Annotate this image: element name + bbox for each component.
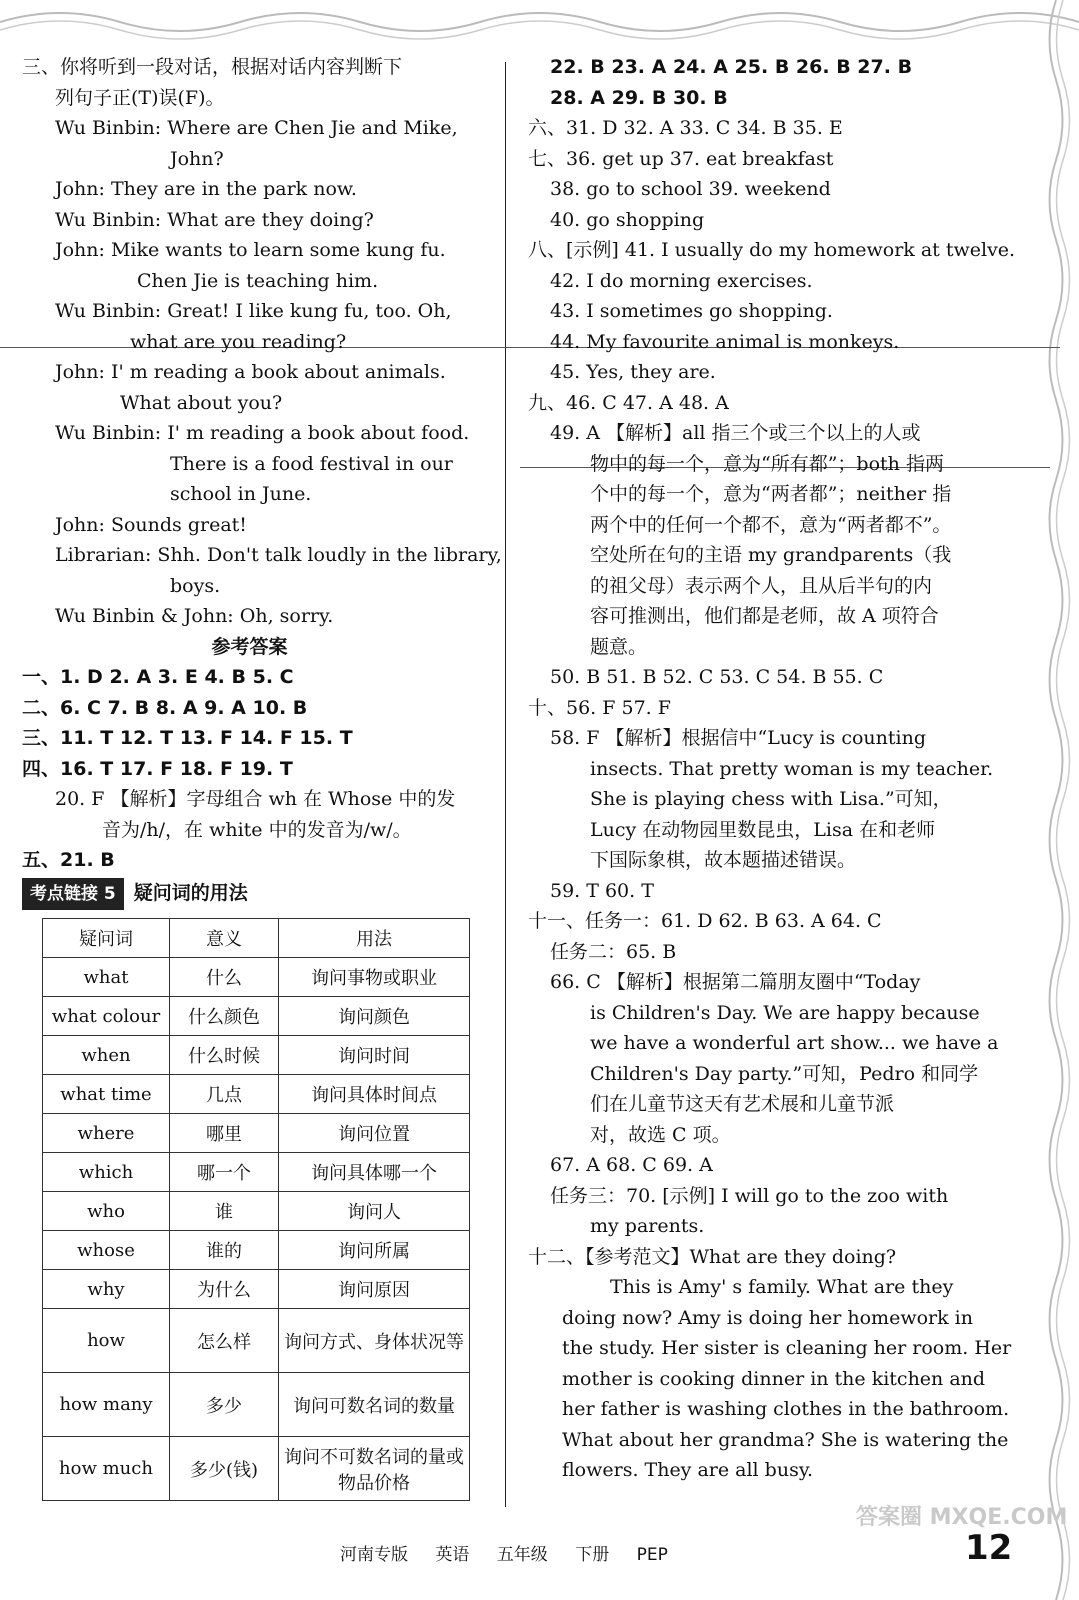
footer-grade: 五年级	[496, 1545, 548, 1565]
answer-line: 十、56. F 57. F	[528, 696, 671, 719]
answer-line: Lucy 在动物园里数昆虫，Lisa 在和老师	[590, 818, 936, 841]
dialogue-line: school in June.	[170, 483, 312, 505]
table-cell: 哪一个	[170, 1153, 279, 1192]
table-cell: where	[43, 1114, 170, 1153]
table-header-cell: 疑问词	[43, 919, 170, 958]
table-cell: 询问不可数名词的量或物品价格	[279, 1437, 470, 1501]
table-cell: 询问具体时间点	[279, 1075, 470, 1114]
table-cell: 几点	[170, 1075, 279, 1114]
watermark: 答案圈 MXQE.COM	[856, 1505, 1068, 1530]
answer-line: 九、46. C 47. A 48. A	[528, 391, 729, 414]
answer-line: 50. B 51. B 52. C 53. C 54. B 55. C	[550, 666, 884, 688]
answer-line: 下国际象棋，故本题描述错误。	[590, 849, 857, 871]
answer-line: the study. Her sister is cleaning her room. Her	[562, 1337, 1012, 1359]
answer-line: 42. I do morning exercises.	[550, 269, 813, 292]
table-row	[43, 1231, 470, 1270]
table-row	[43, 1270, 470, 1309]
answer-row: 五、21. B	[22, 849, 115, 871]
dialogue-line: boys.	[170, 574, 221, 597]
answer-line: 们在儿童节这天有艺术展和儿童节派	[590, 1093, 895, 1115]
dialogue-line: John: I' m reading a book about animals.	[55, 361, 446, 383]
table-row	[43, 1373, 470, 1437]
answer-line: insects. That pretty woman is my teacher.	[590, 757, 994, 780]
answer-line: She is playing chess with Lisa.”可知，	[590, 788, 952, 810]
table-row	[43, 958, 470, 997]
answer-row: 三、11. T 12. T 13. F 14. F 15. T	[22, 727, 353, 749]
left-column	[22, 52, 502, 910]
decorative-right-border	[1041, 0, 1071, 1600]
answer-line: 任务三：70. [示例] I will go to the zoo with	[550, 1184, 949, 1207]
table-cell: which	[43, 1153, 170, 1192]
answer-line: 物中的每一个，意为“所有都”；both 指两	[590, 452, 944, 475]
footer-subject: 英语	[435, 1545, 470, 1565]
table-cell: 询问颜色	[279, 997, 470, 1036]
dialogue-line: John: They are in the park now.	[55, 178, 357, 200]
table-cell: 怎么样	[170, 1309, 279, 1373]
answer-line: 40. go shopping	[550, 208, 705, 231]
answer-line: 十一、任务一：61. D 62. B 63. A 64. C	[528, 910, 882, 932]
table-cell: 什么时候	[170, 1036, 279, 1075]
answer-line: 67. A 68. C 69. A	[550, 1154, 713, 1176]
answer-line: 45. Yes, they are.	[550, 361, 716, 383]
answer-line: 六、31. D 32. A 33. C 34. B 35. E	[528, 117, 843, 139]
table-cell: what	[43, 958, 170, 997]
answer-line: 38. go to school 39. weekend	[550, 178, 831, 200]
dialogue-line: what are you reading?	[130, 330, 347, 353]
dialogue-line: John: Sounds great!	[55, 513, 247, 536]
table-cell: who	[43, 1192, 170, 1231]
answer-line: flowers. They are all busy.	[562, 1459, 814, 1481]
footer	[340, 1540, 690, 1565]
answer-line: 22. B 23. A 24. A 25. B 26. B 27. B	[550, 56, 913, 78]
table-cell: 多少(钱)	[170, 1437, 279, 1501]
dialogue-line: John: Mike wants to learn some kung fu.	[55, 239, 446, 261]
table-cell: 谁的	[170, 1231, 279, 1270]
table-header-row	[43, 919, 470, 958]
link-title: 疑问词的用法	[133, 881, 248, 904]
table-row	[43, 1114, 470, 1153]
answer-line: 44. My favourite animal is monkeys.	[550, 330, 900, 353]
table-row	[43, 1153, 470, 1192]
dialogue-line: Librarian: Shh. Don't talk loudly in the library,	[55, 544, 502, 566]
answer-line: 59. T 60. T	[550, 879, 654, 902]
answer-line: 任务二：65. B	[550, 940, 677, 963]
link-badge: 考点链接 5	[22, 878, 124, 911]
table-cell: 询问可数名词的数量	[279, 1373, 470, 1437]
answer-line: 对，故选 C 项。	[590, 1123, 731, 1146]
answer-line: Children's Day party.”可知，Pedro 和同学	[590, 1062, 979, 1085]
table-cell: whose	[43, 1231, 170, 1270]
answer-line: her father is washing clothes in the bathroom.	[562, 1398, 1010, 1420]
dialogue-line: Wu Binbin: What are they doing?	[55, 208, 374, 231]
table-cell: what time	[43, 1075, 170, 1114]
table-cell: 询问方式、身体状况等	[279, 1309, 470, 1373]
table-row	[43, 997, 470, 1036]
dialogue-line: Wu Binbin: Great! I like kung fu, too. Oh,	[55, 300, 452, 322]
answer-line: doing now? Amy is doing her homework in	[562, 1306, 973, 1329]
answer-line: 49. A 【解析】all 指三个或三个以上的人或	[550, 422, 921, 444]
decorative-top-border	[0, 0, 1079, 40]
table-cell: 多少	[170, 1373, 279, 1437]
table-cell: 什么颜色	[170, 997, 279, 1036]
footer-volume: 下册	[575, 1545, 610, 1565]
answer-line: 28. A 29. B 30. B	[550, 86, 728, 109]
table-row	[43, 1309, 470, 1373]
link-header	[22, 878, 477, 911]
answer-line: my parents.	[590, 1215, 705, 1237]
answer-row: 四、16. T 17. F 18. F 19. T	[22, 757, 293, 780]
dialogue-line: Wu Binbin & John: Oh, sorry.	[55, 605, 334, 627]
dialogue-line: John?	[170, 147, 224, 170]
answer-line: 个中的每一个，意为“两者都”；neither 指	[590, 483, 952, 505]
answer-line: 题意。	[590, 635, 648, 658]
dialogue	[22, 113, 502, 632]
dialogue-line: There is a food festival in our	[170, 452, 453, 475]
answer-line: is Children's Day. We are happy because	[590, 1001, 980, 1024]
table-row	[43, 1437, 470, 1501]
table-cell: 询问事物或职业	[279, 958, 470, 997]
dialogue-line: Chen Jie is teaching him.	[137, 269, 379, 292]
dialogue-line: Wu Binbin: I' m reading a book about food.	[55, 422, 470, 444]
answer-line: 七、36. get up 37. eat breakfast	[528, 147, 834, 170]
answer-line: This is Amy' s family. What are they	[610, 1276, 954, 1298]
footer-edition: 河南专版	[340, 1545, 408, 1565]
right-column	[528, 52, 1016, 1486]
q20-explanation: 20. F 【解析】字母组合 wh 在 Whose 中的发	[55, 788, 456, 810]
table-cell: how much	[43, 1437, 170, 1501]
table-header-cell: 意义	[170, 919, 279, 958]
answer-line: 43. I sometimes go shopping.	[550, 300, 833, 322]
answer-line: 八、[示例] 41. I usually do my homework at twelve.	[528, 239, 1016, 261]
section-3-title: 三、你将听到一段对话，根据对话内容判断下	[22, 56, 403, 78]
answer-row: 二、6. C 7. B 8. A 9. A 10. B	[22, 696, 308, 719]
answer-line: 58. F 【解析】根据信中“Lucy is counting	[550, 727, 926, 749]
section-3-title-cont: 列句子正(T)误(F)。	[55, 86, 225, 109]
column-divider	[505, 62, 506, 1507]
table-cell: how many	[43, 1373, 170, 1437]
table-row	[43, 1036, 470, 1075]
table-cell: how	[43, 1309, 170, 1373]
table-cell: what colour	[43, 997, 170, 1036]
table-cell: 谁	[170, 1192, 279, 1231]
answer-line: 66. C 【解析】根据第二篇朋友圈中“Today	[550, 971, 921, 993]
table-row	[43, 1075, 470, 1114]
answer-line: 空处所在句的主语 my grandparents（我	[590, 544, 952, 566]
page-number: 12	[965, 1528, 1013, 1568]
table-row	[43, 1192, 470, 1231]
q20-explanation-cont: 音为/h/，在 white 中的发音为/w/。	[102, 818, 412, 841]
answer-heading: 参考答案	[211, 635, 288, 658]
table-header-cell: 用法	[279, 919, 470, 958]
answer-line: 十二、【参考范文】What are they doing?	[528, 1245, 897, 1268]
table-cell: 询问原因	[279, 1270, 470, 1309]
table-cell: 什么	[170, 958, 279, 997]
answer-line: 的祖父母）表示两个人，且从后半句的内	[590, 574, 933, 597]
footer-press: PEP	[636, 1545, 668, 1565]
question-words-table	[42, 918, 470, 1501]
answer-line: What about her grandma? She is watering the	[562, 1428, 1009, 1451]
table-cell: 哪里	[170, 1114, 279, 1153]
table-cell: 为什么	[170, 1270, 279, 1309]
answer-line: mother is cooking dinner in the kitchen and	[562, 1367, 986, 1390]
dialogue-line: What about you?	[120, 391, 283, 414]
table-cell: 询问具体哪一个	[279, 1153, 470, 1192]
table-cell: 询问人	[279, 1192, 470, 1231]
table-cell: why	[43, 1270, 170, 1309]
dialogue-line: Wu Binbin: Where are Chen Jie and Mike,	[55, 117, 458, 139]
table-cell: 询问时间	[279, 1036, 470, 1075]
table-cell: 询问所属	[279, 1231, 470, 1270]
answer-line: 容可推测出，他们都是老师，故 A 项符合	[590, 605, 939, 627]
answer-line: we have a wonderful art show... we have a	[590, 1032, 999, 1054]
answer-row: 一、1. D 2. A 3. E 4. B 5. C	[22, 666, 294, 688]
table-cell: when	[43, 1036, 170, 1075]
answer-line: 两个中的任何一个都不，意为“两者都不”。	[590, 513, 952, 536]
table-cell: 询问位置	[279, 1114, 470, 1153]
